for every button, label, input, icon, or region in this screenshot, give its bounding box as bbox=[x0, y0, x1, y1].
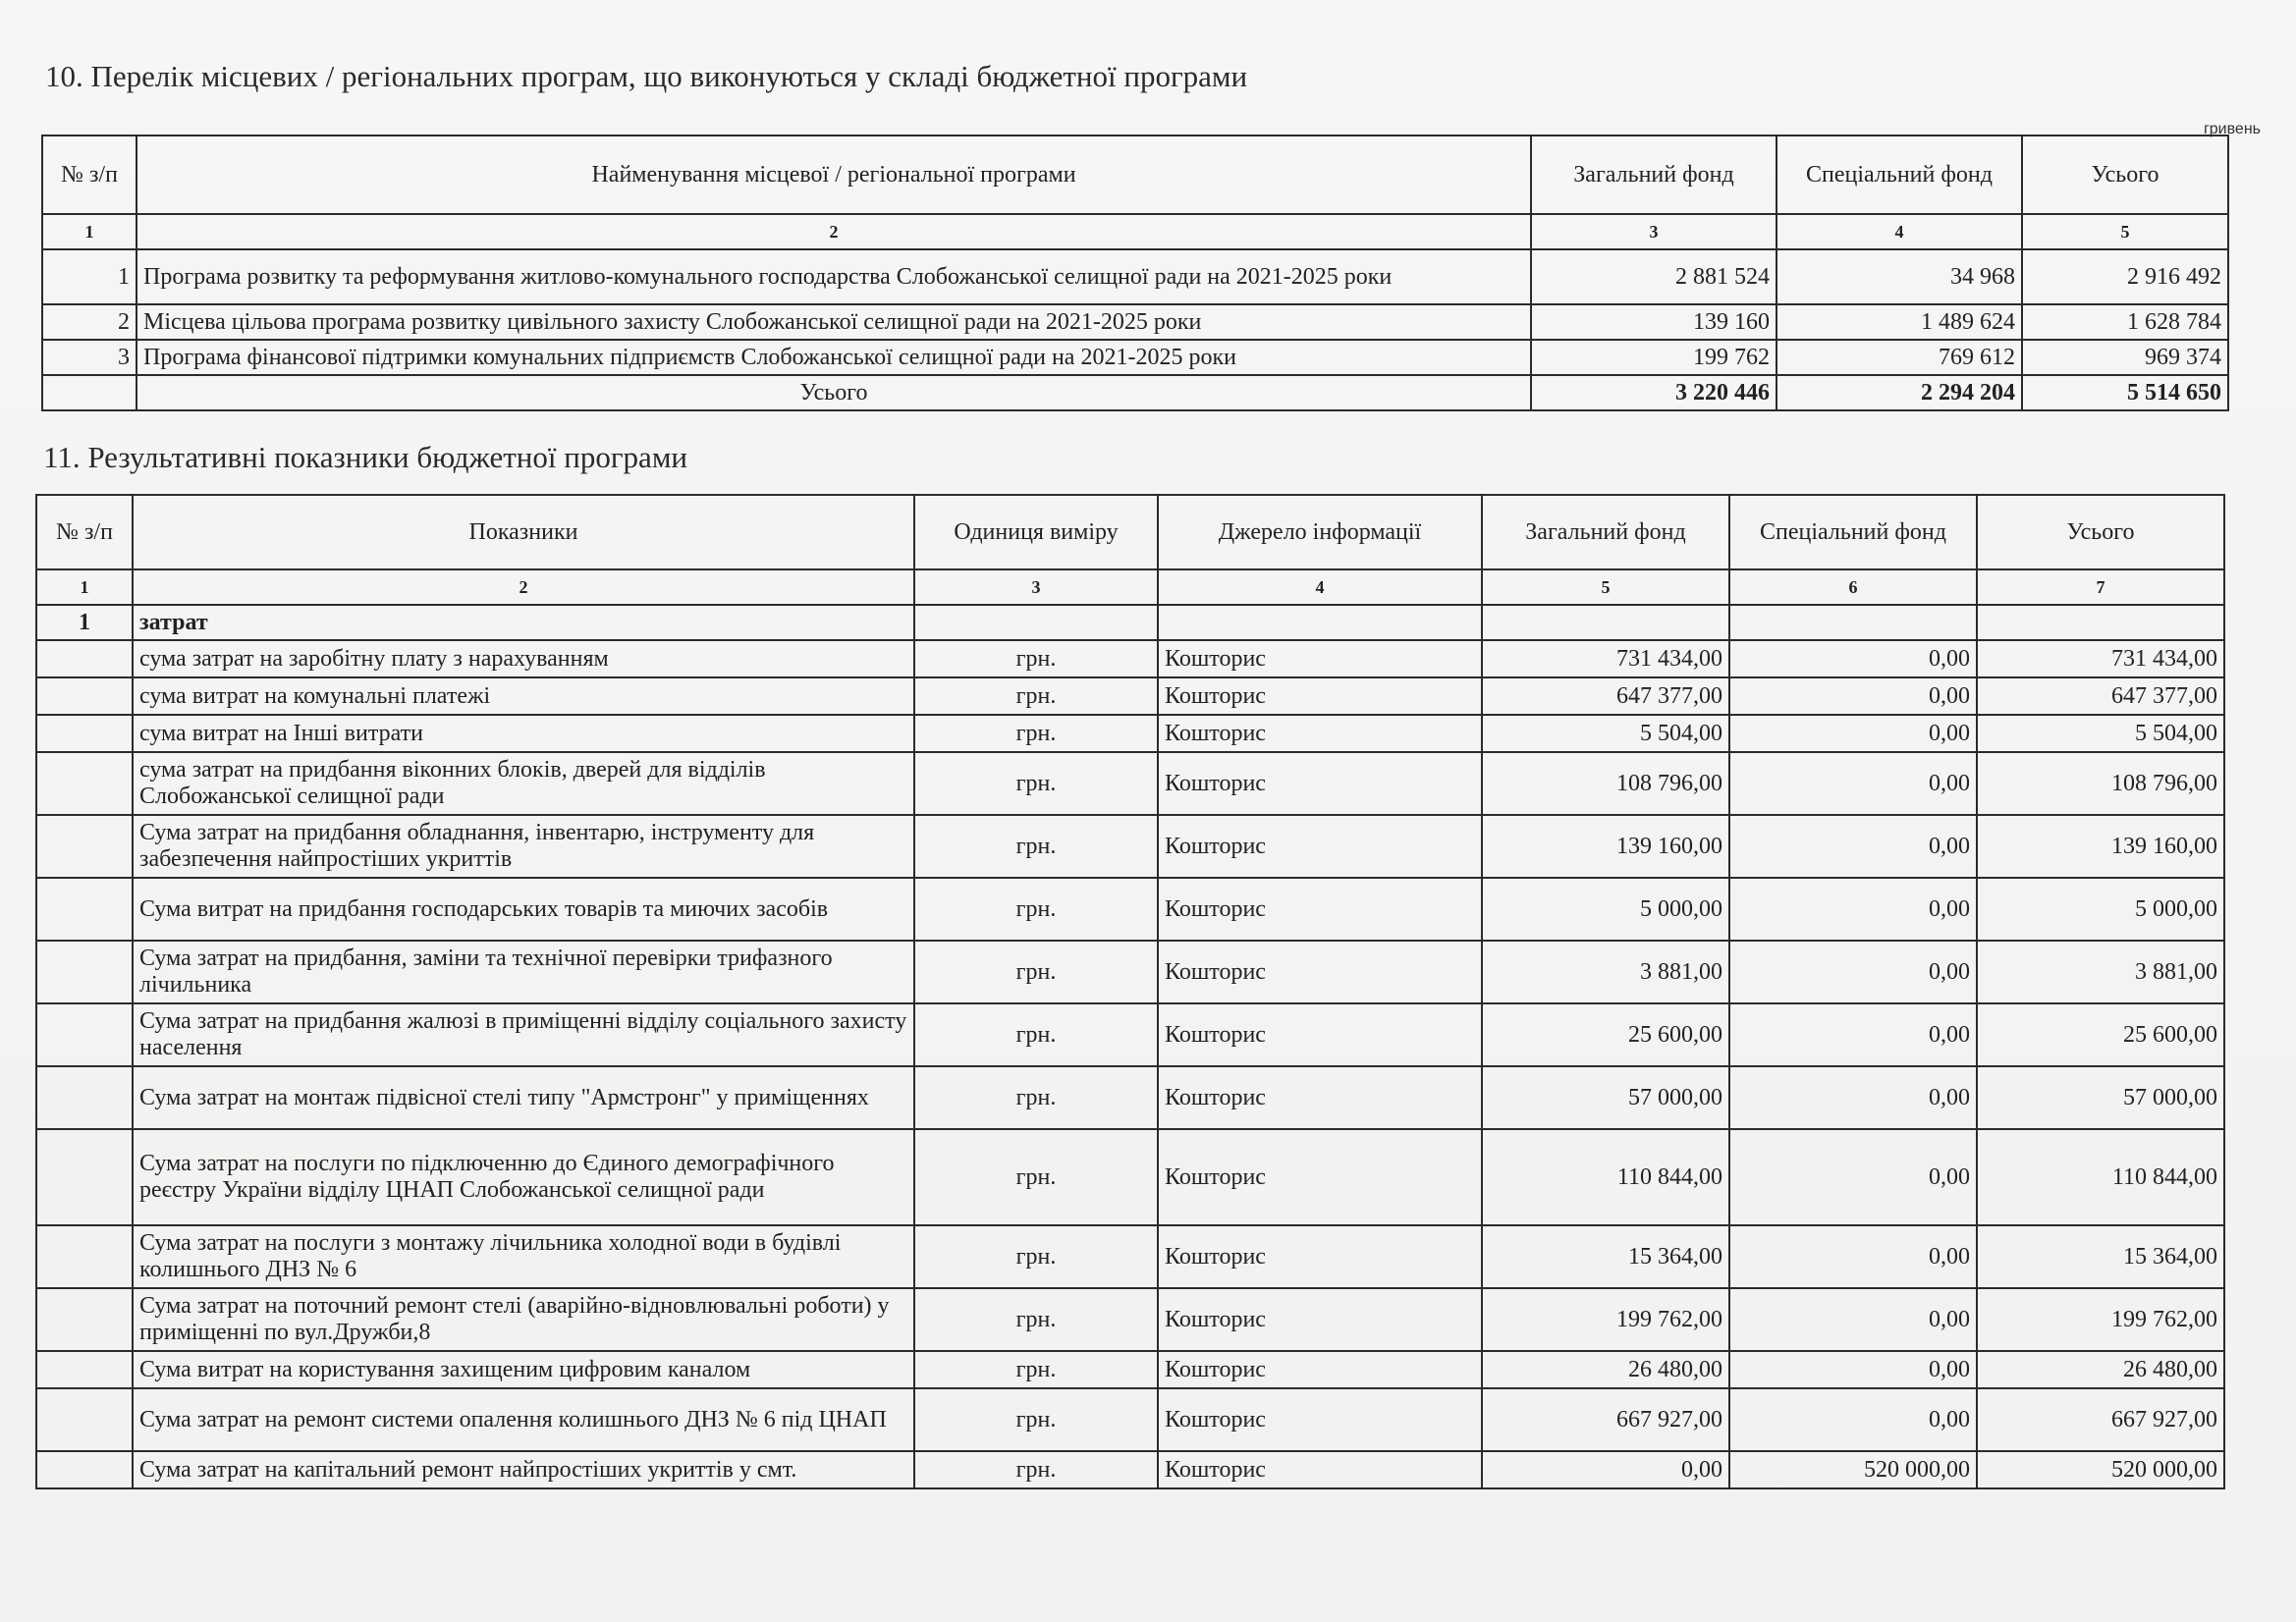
col-special-fund-header: Спеціальний фонд bbox=[1729, 495, 1977, 569]
programs-table bbox=[41, 135, 2229, 411]
table-row bbox=[36, 1288, 2224, 1351]
indicator-name: Сума витрат на придбання господарських товарів та миючих засобів bbox=[133, 878, 914, 941]
general-fund-value: 647 377,00 bbox=[1482, 677, 1729, 715]
total-value: 969 374 bbox=[2022, 340, 2228, 375]
table-row bbox=[42, 340, 2228, 375]
source: Кошторис bbox=[1158, 1066, 1482, 1129]
row-number bbox=[36, 677, 133, 715]
row-number: 1 bbox=[42, 249, 137, 304]
group-row bbox=[36, 605, 2224, 640]
total-value: 199 762,00 bbox=[1977, 1288, 2224, 1351]
table-row bbox=[36, 1388, 2224, 1451]
unit: грн. bbox=[914, 878, 1158, 941]
row-number bbox=[36, 1129, 133, 1225]
source: Кошторис bbox=[1158, 878, 1482, 941]
program-name: Програма розвитку та реформування житлово-комунального господарства Слобожанської селищної ради на 2021-2025 роки bbox=[137, 249, 1531, 304]
total-value: 2 916 492 bbox=[2022, 249, 2228, 304]
general-fund-value: 2 881 524 bbox=[1531, 249, 1777, 304]
indicator-name: Сума затрат на монтаж підвісної стелі типу "Армстронг" у приміщеннях bbox=[133, 1066, 914, 1129]
row-number bbox=[36, 815, 133, 878]
total-row bbox=[42, 375, 2228, 410]
unit: грн. bbox=[914, 1451, 1158, 1488]
table-row bbox=[36, 1003, 2224, 1066]
table-row bbox=[36, 1129, 2224, 1225]
general-fund-value: 3 881,00 bbox=[1482, 941, 1729, 1003]
special-fund-value: 0,00 bbox=[1729, 677, 1977, 715]
special-fund-value: 0,00 bbox=[1729, 1066, 1977, 1129]
col-num: 1 bbox=[42, 214, 137, 249]
unit: грн. bbox=[914, 640, 1158, 677]
total-label: Усього bbox=[137, 375, 1531, 410]
col-num: 4 bbox=[1158, 569, 1482, 605]
col-number-header: № з/п bbox=[36, 495, 133, 569]
special-fund-value: 0,00 bbox=[1729, 878, 1977, 941]
total-value: 139 160,00 bbox=[1977, 815, 2224, 878]
table-row bbox=[36, 941, 2224, 1003]
indicator-name: Сума затрат на ремонт системи опалення колишнього ДНЗ № 6 під ЦНАП bbox=[133, 1388, 914, 1451]
col-num: 5 bbox=[1482, 569, 1729, 605]
special-fund-value: 520 000,00 bbox=[1729, 1451, 1977, 1488]
special-fund-value: 0,00 bbox=[1729, 1129, 1977, 1225]
source: Кошторис bbox=[1158, 752, 1482, 815]
table-row bbox=[36, 1351, 2224, 1388]
col-num: 7 bbox=[1977, 569, 2224, 605]
special-fund-value: 0,00 bbox=[1729, 941, 1977, 1003]
row-number bbox=[36, 752, 133, 815]
total-value: 5 504,00 bbox=[1977, 715, 2224, 752]
special-fund-value: 0,00 bbox=[1729, 1288, 1977, 1351]
total-value: 647 377,00 bbox=[1977, 677, 2224, 715]
table-row bbox=[42, 304, 2228, 340]
total-value: 667 927,00 bbox=[1977, 1388, 2224, 1451]
special-fund-value: 1 489 624 bbox=[1777, 304, 2022, 340]
unit: грн. bbox=[914, 1388, 1158, 1451]
row-number bbox=[36, 941, 133, 1003]
general-fund-value: 15 364,00 bbox=[1482, 1225, 1729, 1288]
column-numbers-row bbox=[36, 569, 2224, 605]
unit: грн. bbox=[914, 815, 1158, 878]
total-value: 110 844,00 bbox=[1977, 1129, 2224, 1225]
source: Кошторис bbox=[1158, 715, 1482, 752]
unit: грн. bbox=[914, 1351, 1158, 1388]
total-value: 520 000,00 bbox=[1977, 1451, 2224, 1488]
grand-total: 5 514 650 bbox=[2022, 375, 2228, 410]
indicators-body bbox=[36, 640, 2224, 1488]
col-general-fund-header: Загальний фонд bbox=[1531, 135, 1777, 214]
unit: грн. bbox=[914, 752, 1158, 815]
general-fund-value: 139 160,00 bbox=[1482, 815, 1729, 878]
row-number bbox=[36, 1225, 133, 1288]
total-value: 1 628 784 bbox=[2022, 304, 2228, 340]
special-fund-value: 0,00 bbox=[1729, 1225, 1977, 1288]
indicator-name: сума затрат на заробітну плату з нарахуванням bbox=[133, 640, 914, 677]
general-fund-value: 5 000,00 bbox=[1482, 878, 1729, 941]
row-number bbox=[36, 1388, 133, 1451]
total-value: 26 480,00 bbox=[1977, 1351, 2224, 1388]
table-row bbox=[36, 1451, 2224, 1488]
row-number bbox=[36, 1288, 133, 1351]
programs-header-row bbox=[42, 135, 2228, 214]
col-special-fund-header: Спеціальний фонд bbox=[1777, 135, 2022, 214]
unit: грн. bbox=[914, 677, 1158, 715]
row-number bbox=[36, 1003, 133, 1066]
group-number: 1 bbox=[36, 605, 133, 640]
col-num: 1 bbox=[36, 569, 133, 605]
col-indicator-header: Показники bbox=[133, 495, 914, 569]
general-fund-value: 110 844,00 bbox=[1482, 1129, 1729, 1225]
column-numbers-row bbox=[42, 214, 2228, 249]
table-row bbox=[42, 249, 2228, 304]
table-row bbox=[36, 1225, 2224, 1288]
unit: грн. bbox=[914, 1288, 1158, 1351]
special-fund-value: 0,00 bbox=[1729, 1388, 1977, 1451]
source: Кошторис bbox=[1158, 1003, 1482, 1066]
special-fund-value: 0,00 bbox=[1729, 640, 1977, 677]
total-value: 25 600,00 bbox=[1977, 1003, 2224, 1066]
total-value: 3 881,00 bbox=[1977, 941, 2224, 1003]
special-fund-value: 769 612 bbox=[1777, 340, 2022, 375]
general-fund-value: 199 762 bbox=[1531, 340, 1777, 375]
unit: грн. bbox=[914, 941, 1158, 1003]
table-row bbox=[36, 752, 2224, 815]
group-label: затрат bbox=[133, 605, 914, 640]
section-10-title: 10. Перелік місцевих / регіональних програм, що виконуються у складі бюджетної програми bbox=[45, 59, 1248, 93]
col-total-header: Усього bbox=[2022, 135, 2228, 214]
source: Кошторис bbox=[1158, 941, 1482, 1003]
row-number bbox=[36, 1451, 133, 1488]
table-row bbox=[36, 677, 2224, 715]
col-source-header: Джерело інформації bbox=[1158, 495, 1482, 569]
general-fund-value: 25 600,00 bbox=[1482, 1003, 1729, 1066]
indicator-name: Сума затрат на послуги по підключенню до Єдиного демографічного реєстру України відділу ЦНАП Слобожанської селищної ради bbox=[133, 1129, 914, 1225]
general-fund-value: 5 504,00 bbox=[1482, 715, 1729, 752]
row-number bbox=[36, 878, 133, 941]
total-value: 108 796,00 bbox=[1977, 752, 2224, 815]
col-num: 6 bbox=[1729, 569, 1977, 605]
row-number bbox=[36, 715, 133, 752]
special-fund-value: 0,00 bbox=[1729, 1351, 1977, 1388]
indicators-header-row bbox=[36, 495, 2224, 569]
table-row bbox=[36, 640, 2224, 677]
row-number: 3 bbox=[42, 340, 137, 375]
general-fund-value: 26 480,00 bbox=[1482, 1351, 1729, 1388]
col-num: 3 bbox=[914, 569, 1158, 605]
special-fund-value: 0,00 bbox=[1729, 715, 1977, 752]
table-row bbox=[36, 715, 2224, 752]
col-number-header: № з/п bbox=[42, 135, 137, 214]
source: Кошторис bbox=[1158, 1388, 1482, 1451]
total-value: 731 434,00 bbox=[1977, 640, 2224, 677]
general-fund-total: 3 220 446 bbox=[1531, 375, 1777, 410]
col-unit-header: Одиниця виміру bbox=[914, 495, 1158, 569]
table-row bbox=[36, 1066, 2224, 1129]
special-fund-value: 0,00 bbox=[1729, 1003, 1977, 1066]
general-fund-value: 731 434,00 bbox=[1482, 640, 1729, 677]
indicator-name: Сума затрат на придбання обладнання, інвентарю, інструменту для забезпечення найпростіших укриттів bbox=[133, 815, 914, 878]
section-11-title: 11. Результативні показники бюджетної програми bbox=[43, 440, 688, 474]
indicator-name: Сума затрат на поточний ремонт стелі (аварійно-відновлювальні роботи) у приміщенні по вул.Дружби,8 bbox=[133, 1288, 914, 1351]
unit: грн. bbox=[914, 1003, 1158, 1066]
source: Кошторис bbox=[1158, 1288, 1482, 1351]
total-value: 57 000,00 bbox=[1977, 1066, 2224, 1129]
special-fund-total: 2 294 204 bbox=[1777, 375, 2022, 410]
general-fund-value: 139 160 bbox=[1531, 304, 1777, 340]
indicator-name: сума витрат на Інші витрати bbox=[133, 715, 914, 752]
currency-label: гривень bbox=[2203, 121, 2261, 137]
general-fund-value: 667 927,00 bbox=[1482, 1388, 1729, 1451]
total-value: 5 000,00 bbox=[1977, 878, 2224, 941]
total-value: 15 364,00 bbox=[1977, 1225, 2224, 1288]
col-program-name-header: Найменування місцевої / регіональної програми bbox=[137, 135, 1531, 214]
indicator-name: сума затрат на придбання віконних блоків, дверей для відділів Слобожанської селищної ради bbox=[133, 752, 914, 815]
col-num: 3 bbox=[1531, 214, 1777, 249]
program-name: Програма фінансової підтримки комунальних підприємств Слобожанської селищної ради на 2021-2025 роки bbox=[137, 340, 1531, 375]
source: Кошторис bbox=[1158, 1225, 1482, 1288]
indicator-name: Сума витрат на користування захищеним цифровим каналом bbox=[133, 1351, 914, 1388]
col-num: 5 bbox=[2022, 214, 2228, 249]
col-num: 4 bbox=[1777, 214, 2022, 249]
general-fund-value: 0,00 bbox=[1482, 1451, 1729, 1488]
general-fund-value: 57 000,00 bbox=[1482, 1066, 1729, 1129]
row-number bbox=[36, 1066, 133, 1129]
row-number bbox=[36, 640, 133, 677]
source: Кошторис bbox=[1158, 1451, 1482, 1488]
source: Кошторис bbox=[1158, 815, 1482, 878]
col-num: 2 bbox=[133, 569, 914, 605]
general-fund-value: 108 796,00 bbox=[1482, 752, 1729, 815]
special-fund-value: 0,00 bbox=[1729, 815, 1977, 878]
special-fund-value: 34 968 bbox=[1777, 249, 2022, 304]
source: Кошторис bbox=[1158, 677, 1482, 715]
col-num: 2 bbox=[137, 214, 1531, 249]
unit: грн. bbox=[914, 1066, 1158, 1129]
general-fund-value: 199 762,00 bbox=[1482, 1288, 1729, 1351]
table-row bbox=[36, 815, 2224, 878]
indicator-name: Сума затрат на придбання, заміни та технічної перевірки трифазного лічильника bbox=[133, 941, 914, 1003]
unit: грн. bbox=[914, 1225, 1158, 1288]
total-row-number bbox=[42, 375, 137, 410]
indicator-name: Сума затрат на капітальний ремонт найпростіших укриттів у смт. bbox=[133, 1451, 914, 1488]
row-number: 2 bbox=[42, 304, 137, 340]
unit: грн. bbox=[914, 1129, 1158, 1225]
unit: грн. bbox=[914, 715, 1158, 752]
source: Кошторис bbox=[1158, 1129, 1482, 1225]
col-general-fund-header: Загальний фонд bbox=[1482, 495, 1729, 569]
source: Кошторис bbox=[1158, 640, 1482, 677]
row-number bbox=[36, 1351, 133, 1388]
indicator-name: сума витрат на комунальні платежі bbox=[133, 677, 914, 715]
special-fund-value: 0,00 bbox=[1729, 752, 1977, 815]
indicator-name: Сума затрат на придбання жалюзі в приміщенні відділу соціального захисту населення bbox=[133, 1003, 914, 1066]
indicator-name: Сума затрат на послуги з монтажу лічильника холодної води в будівлі колишнього ДНЗ № 6 bbox=[133, 1225, 914, 1288]
program-name: Місцева цільова програма розвитку цивільного захисту Слобожанської селищної ради на 2021-2025 роки bbox=[137, 304, 1531, 340]
col-total-header: Усього bbox=[1977, 495, 2224, 569]
indicators-table bbox=[35, 494, 2225, 1489]
table-row bbox=[36, 878, 2224, 941]
source: Кошторис bbox=[1158, 1351, 1482, 1388]
